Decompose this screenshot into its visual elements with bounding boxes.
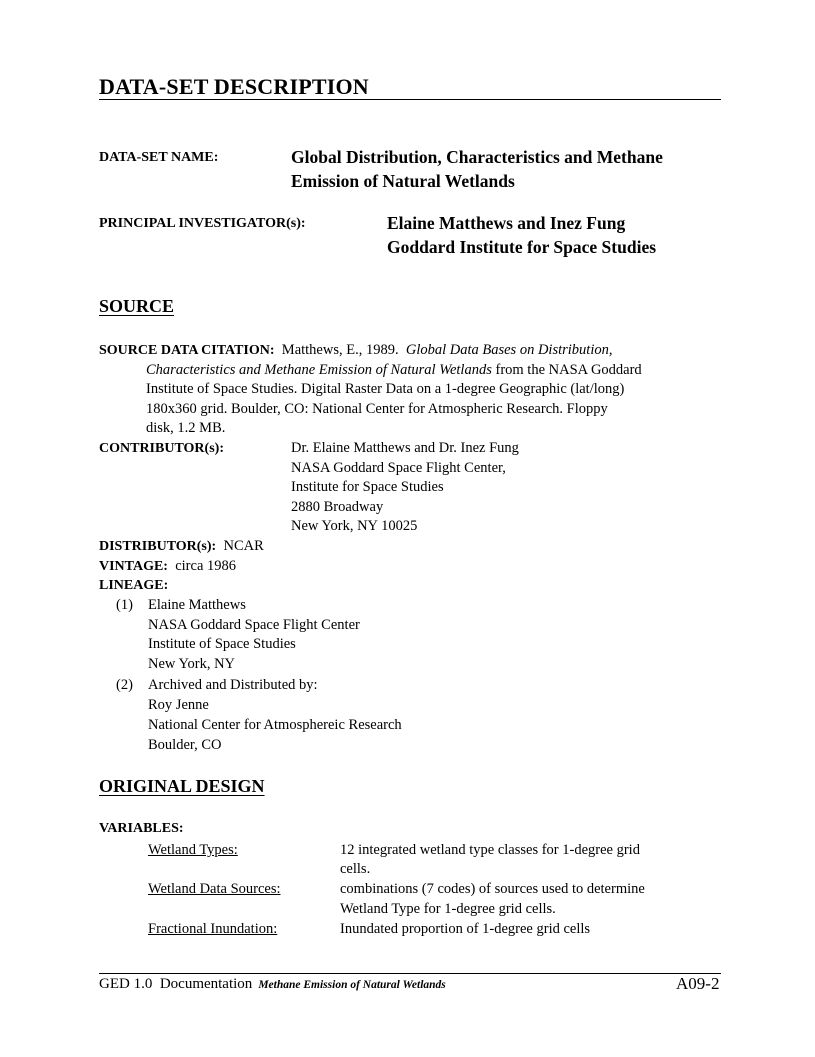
contributor-line: NASA Goddard Space Flight Center, bbox=[291, 460, 506, 476]
page-title: DATA-SET DESCRIPTION bbox=[99, 74, 369, 99]
contributor-line: New York, NY 10025 bbox=[291, 518, 418, 534]
variable-desc: cells. bbox=[340, 861, 371, 877]
vintage-value: circa 1986 bbox=[175, 558, 237, 574]
citation-author: Matthews, E., 1989. bbox=[281, 342, 399, 358]
pi-line: Elaine Matthews and Inez Fung bbox=[387, 213, 626, 233]
title-rule bbox=[99, 99, 721, 100]
variable-desc: 12 integrated wetland type classes for 1-degree grid bbox=[340, 842, 640, 858]
footer-doc-label bbox=[99, 976, 446, 993]
source-heading: SOURCE bbox=[99, 296, 175, 316]
lineage-item-number: (2) bbox=[116, 677, 133, 693]
vintage-label: VINTAGE: bbox=[99, 559, 168, 574]
pi-line: Goddard Institute for Space Studies bbox=[387, 237, 657, 257]
distributor-value: NCAR bbox=[223, 538, 264, 554]
variable-desc: combinations (7 codes) of sources used to determine bbox=[340, 881, 645, 897]
lineage-line: Elaine Matthews bbox=[148, 597, 246, 613]
footer-doc-title: Methane Emission of Natural Wetlands bbox=[258, 979, 446, 991]
dataset-name-line: Global Distribution, Characteristics and Methane bbox=[291, 147, 663, 167]
lineage-item-number: (1) bbox=[116, 597, 133, 613]
variable-name: Fractional Inundation: bbox=[148, 921, 278, 937]
dataset-name-line: Emission of Natural Wetlands bbox=[291, 171, 515, 191]
lineage-line: Institute of Space Studies bbox=[148, 636, 296, 652]
footer-doc-name: GED 1.0 Documentation bbox=[99, 976, 253, 992]
citation-label: SOURCE DATA CITATION: bbox=[99, 343, 275, 358]
citation-line-2 bbox=[146, 361, 642, 381]
variable-desc: Inundated proportion of 1-degree grid cells bbox=[340, 921, 591, 937]
variables-label: VARIABLES: bbox=[99, 821, 184, 836]
citation-title: Global Data Bases on Distribution, bbox=[405, 342, 613, 358]
footer-rule bbox=[99, 973, 721, 974]
distributor-row bbox=[99, 537, 264, 557]
original-design-heading: ORIGINAL DESIGN bbox=[99, 776, 265, 796]
citation-line-5: disk, 1.2 MB. bbox=[146, 420, 226, 436]
citation-publisher: from the NASA Goddard bbox=[491, 362, 642, 378]
lineage-line: New York, NY bbox=[148, 656, 236, 672]
citation-title-cont: Characteristics and Methane Emission of Natural Wetlands bbox=[146, 362, 492, 378]
lineage-line: Boulder, CO bbox=[148, 737, 222, 753]
variable-desc: Wetland Type for 1-degree grid cells. bbox=[340, 901, 556, 917]
contributors-label: CONTRIBUTOR(s): bbox=[99, 441, 224, 456]
lineage-line: National Center for Atmosphereic Research bbox=[148, 717, 402, 733]
lineage-line: Archived and Distributed by: bbox=[148, 677, 318, 693]
pi-label: PRINCIPAL INVESTIGATOR(s): bbox=[99, 216, 306, 231]
variable-name: Wetland Types: bbox=[148, 842, 238, 858]
contributor-line: Institute for Space Studies bbox=[291, 479, 444, 495]
citation-line-1 bbox=[99, 341, 612, 361]
page-number: A09-2 bbox=[676, 974, 720, 993]
variable-name: Wetland Data Sources: bbox=[148, 881, 281, 897]
citation-line-4: 180x360 grid. Boulder, CO: National Center for Atmospheric Research. Floppy bbox=[146, 401, 608, 417]
distributor-label: DISTRIBUTOR(s): bbox=[99, 539, 217, 554]
lineage-line: Roy Jenne bbox=[148, 697, 209, 713]
contributor-line: Dr. Elaine Matthews and Dr. Inez Fung bbox=[291, 440, 519, 456]
citation-line-3: Institute of Space Studies. Digital Raster Data on a 1-degree Geographic (lat/long) bbox=[146, 381, 625, 397]
lineage-line: NASA Goddard Space Flight Center bbox=[148, 617, 360, 633]
contributor-line: 2880 Broadway bbox=[291, 499, 384, 515]
lineage-label: LINEAGE: bbox=[99, 578, 169, 593]
dataset-name-label: DATA-SET NAME: bbox=[99, 150, 219, 165]
vintage-row bbox=[99, 557, 236, 577]
